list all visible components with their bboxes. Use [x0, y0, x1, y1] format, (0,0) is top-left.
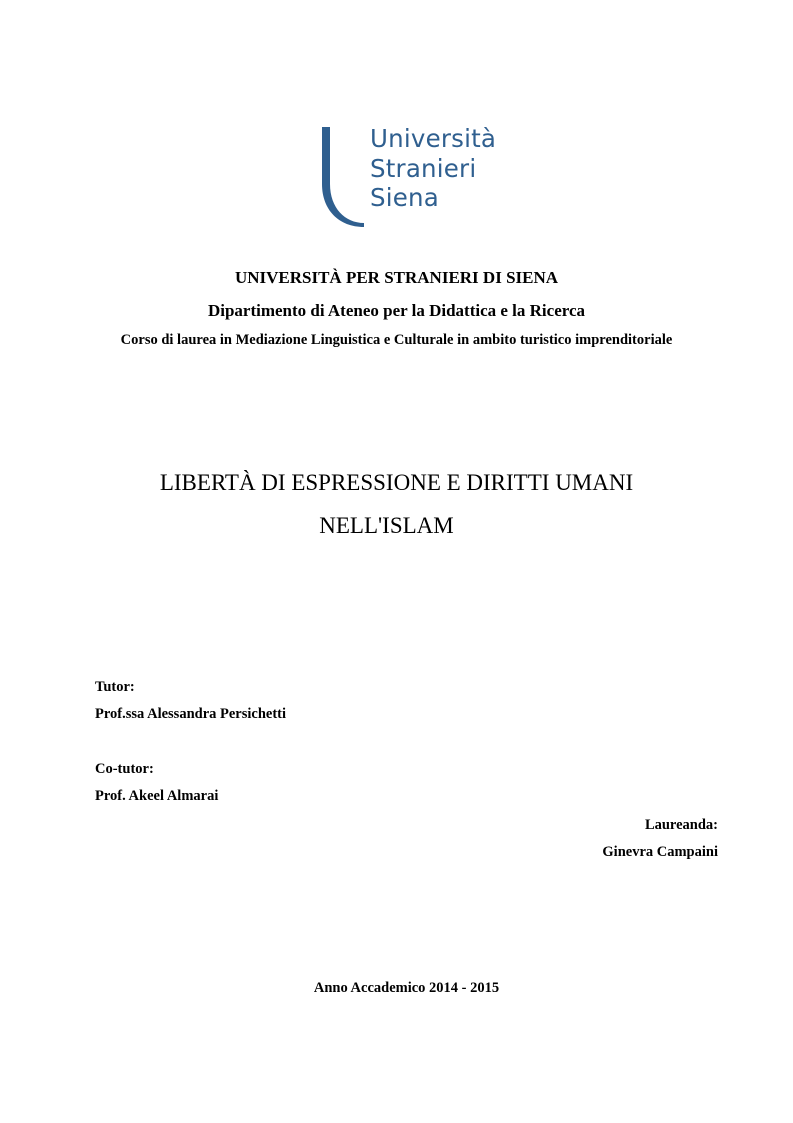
thesis-title-line-2-wrap [0, 513, 793, 539]
university-logo [318, 124, 508, 228]
student-name: Ginevra Campaini [602, 844, 718, 860]
u-shape-logo-icon [318, 124, 368, 228]
course-name: Corso di laurea in Mediazione Linguistica e Culturale in ambito turistico imprenditoriale [120, 332, 673, 348]
student-label: Laureanda: [644, 817, 718, 833]
tutor-label: Tutor: [95, 679, 135, 695]
logo-wordmark [370, 124, 496, 213]
logo-line-2: Stranieri [370, 153, 477, 183]
university-name: UNIVERSITÀ PER STRANIERI DI SIENA [234, 268, 559, 287]
thesis-title-line-2: NELL'ISLAM [319, 513, 454, 538]
cotutor-name: Prof. Akeel Almarai [95, 788, 219, 804]
department-name: Dipartimento di Ateneo per la Didattica e la Ricerca [207, 301, 586, 320]
logo-line-1: Università [370, 124, 497, 153]
logo-line-3: Siena [370, 183, 439, 212]
tutor-name: Prof.ssa Alessandra Persichetti [95, 706, 287, 722]
cotutor-label: Co-tutor: [95, 761, 154, 777]
academic-year: Anno Accademico 2014 - 2015 [313, 980, 500, 996]
thesis-title-line-1: LIBERTÀ DI ESPRESSIONE E DIRITTI UMANI [159, 470, 634, 495]
